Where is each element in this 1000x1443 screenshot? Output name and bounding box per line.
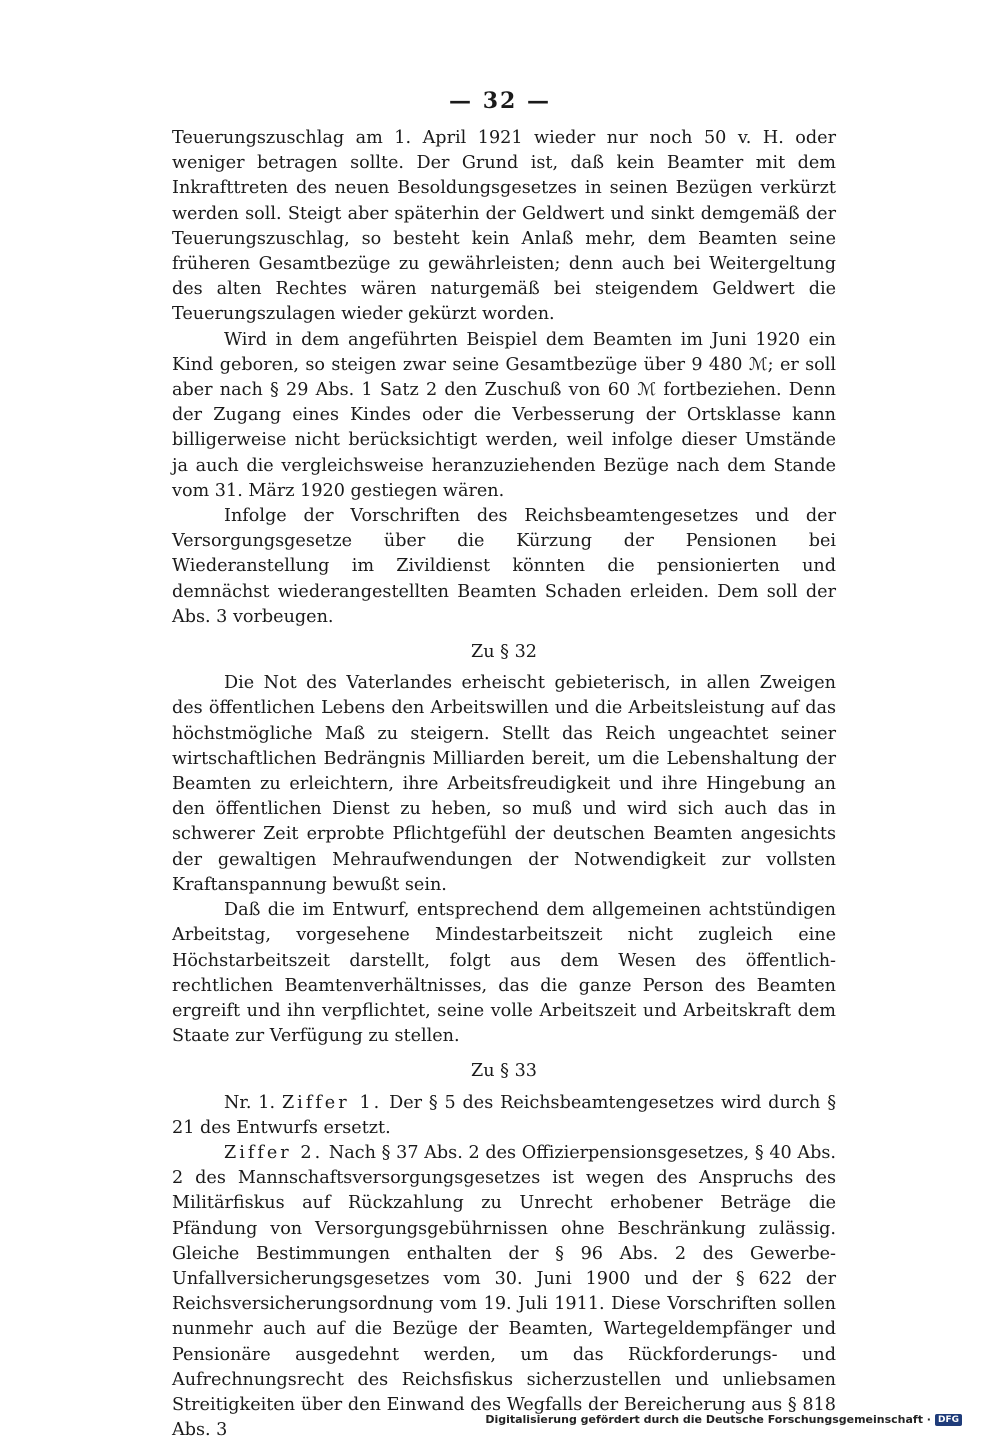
paragraph: Die Not des Vaterlandes erheischt gebieterisch, in allen Zweigen des öffentlichen Lebens den Arbeitswillen und die Arbeitsleistung auf das höchstmögliche Maß zu steigern. Stellt das Reich ungeachtet seiner wirtschaftlichen Bedrängnis Milliarden bereit, um die Lebenshaltung der Beamten zu erleichtern, ihre Arbeitsfreudigkeit und ihre Hingebung an den öffentlichen Dienst zu heben, so muß und wird sich auch das in schwerer Zeit erprobte Pflichtgefühl der deutschen Beamten angesichts der gewaltigen Mehraufwendungen der Notwendigkeit zur vollsten Kraftanspannung bewußt sein. xyxy=(172,673,836,895)
ziffer-label: Ziffer 1. xyxy=(281,1092,383,1113)
ziffer-label: Ziffer 2. xyxy=(224,1142,324,1163)
paragraph: Infolge der Vorschriften des Reichsbeamtengesetzes und der Versorgungsgesetze über die Kürzung der Pensionen bei Wiederanstellung im Zivildienst könnten die pensionierten und demnächst wiederangestellten Beamten Schaden erleiden. Dem soll der Abs. 3 vorbeugen. xyxy=(172,506,836,627)
paragraph-text: Der § 5 des Reichsbeamtengesetzes wird durch § 21 des Entwurfs ersetzt. xyxy=(172,1092,837,1138)
section-heading-32: Zu § 32 xyxy=(471,642,537,663)
paragraph: Wird in dem angeführten Beispiel dem Beamten im Juni 1920 ein Kind geboren, so steigen zwar seine Gesamtbezüge über 9 480 ℳ; er soll aber nach § 29 Abs. 1 Satz 2 den Zuschuß von 60 ℳ fortbeziehen. Denn der Zugang eines Kindes oder die Verbesserung der Ortsklasse kann billigerweise nicht berücksichtigt werden, weil infolge dieser Umstände ja auch die vergleichsweise heranzuziehenden Bezüge nach dem Stande vom 31. März 1920 gestiegen wären. xyxy=(172,329,836,501)
body-text xyxy=(172,126,836,1443)
paragraph: Teuerungszuschlag am 1. April 1921 wieder nur noch 50 v. H. oder weniger betragen sollte. Der Grund ist, daß kein Beamter mit dem Inkrafttreten des neuen Besoldungsgesetzes in seinen Bezügen verkürzt werden soll. Steigt aber späterhin der Geldwert und sinkt demgemäß der Teuerungszuschlag, so besteht kein Anlaß mehr, dem Beamten seine früheren Gesamtbezüge zu gewährleisten; denn auch bei Weitergeltung des alten Rechtes wären naturgemäß bei steigendem Geldwert die Teuerungszulagen wieder gekürzt worden. xyxy=(172,128,836,325)
section-heading-33: Zu § 33 xyxy=(471,1061,537,1082)
item-number: Nr. 1. xyxy=(224,1092,282,1113)
footer xyxy=(485,1413,962,1426)
paragraph: Daß die im Entwurf, entsprechend dem allgemeinen achtstündigen Arbeitstag, vorgesehene Mindestarbeitszeit nicht zugleich eine Höchstarbeitszeit darstellt, folgt aus dem Wesen des öffentlich-rechtlichen Beamtenverhältnisses, das die ganze Person des Beamten ergreift und ihn verpflichtet, seine volle Arbeitszeit und Arbeitskraft dem Staate zur Verfügung zu stellen. xyxy=(172,900,836,1047)
page-number: — 32 — xyxy=(449,88,551,114)
paragraph-text: Nach § 37 Abs. 2 des Offizierpensionsgesetzes, § 40 Abs. 2 des Mannschaftsversorgungsgesetzes ist wegen des Anspruchs des Militärfiskus auf Rückzahlung zu Unrecht erhobener Beträge die Pfändung von Versorgungsgebührnissen ohne Beschränkung zulässig. Gleiche Bestimmungen enthalten der § 96 Abs. 2 des Gewerbe-Unfallversicherungsgesetzes vom 30. Juni 1900 und der § 622 der Reichsversicherungsordnung vom 19. Juli 1911. Diese Vorschriften sollen nunmehr auch auf die Bezüge der Beamten, Wartegeldempfänger und Pensionäre ausgedehnt werden, um das Rückforderungs- und Aufrechnungsrecht des Reichsfiskus sicherzustellen und unliebsamen Streitigkeiten über den Einwand des Wegfalls der Bereicherung aus § 818 Abs. 3 xyxy=(172,1142,837,1441)
paragraph-ziffer-1 xyxy=(172,1091,836,1141)
paragraph-ziffer-2 xyxy=(172,1141,836,1443)
dfg-logo-icon: DFG xyxy=(935,1414,962,1426)
footer-text: Digitalisierung gefördert durch die Deutsche Forschungsgemeinschaft · xyxy=(485,1413,931,1426)
